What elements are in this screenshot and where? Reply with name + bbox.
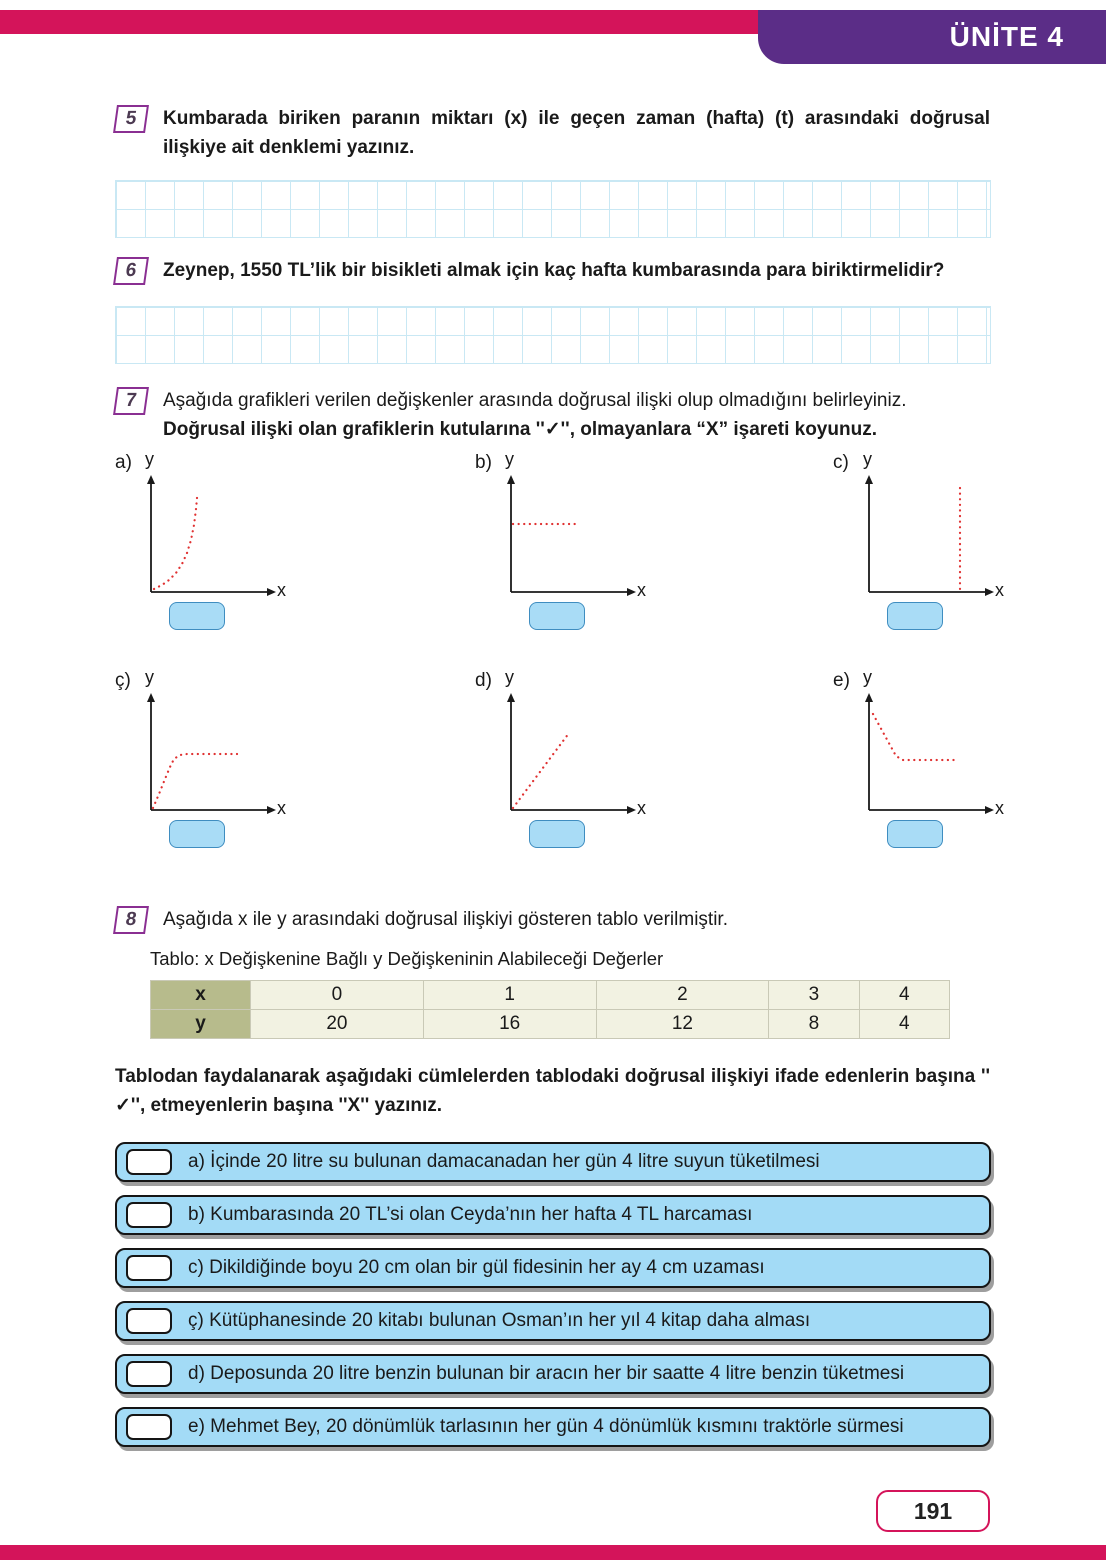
statement-answer-box[interactable]	[126, 1361, 172, 1387]
table-cell: 3	[769, 981, 859, 1010]
y-axis-label: y	[863, 449, 872, 469]
table-cell: 4	[859, 981, 949, 1010]
graph-label: d)	[475, 670, 492, 691]
graph-label: a)	[115, 452, 132, 473]
x-axis-label: x	[277, 580, 286, 600]
graph-answer-box[interactable]	[169, 602, 225, 630]
question-5	[115, 104, 990, 163]
statement-text: c) Dikildiğinde boyu 20 cm olan bir gül fidesinin her ay 4 cm uzaması	[188, 1257, 765, 1278]
graph-answer-box[interactable]	[529, 820, 585, 848]
graph-c-cedilla	[115, 667, 365, 862]
mini-graph	[493, 468, 643, 604]
question-7-instruction: Doğrusal ilişki olan grafiklerin kutularına ''✓'', olmayanlara “X” işareti koyunuz.	[163, 419, 877, 441]
statement-text: d) Deposunda 20 litre benzin bulunan bir aracın her bir saatte 4 litre benzin tüketmesi	[188, 1363, 905, 1384]
mini-graph	[133, 686, 283, 822]
table-row-label: y	[151, 1010, 251, 1039]
statement-answer-box[interactable]	[126, 1255, 172, 1281]
graph-curve	[513, 733, 569, 808]
statement-c	[115, 1248, 991, 1288]
question-8-instruction: Tablodan faydalanarak aşağıdaki cümlelerden tablodaki doğrusal ilişkiyi ifade edenlerin başına '' ✓'', etmeyenlerin başına ''X'' yazınız.	[115, 1066, 990, 1117]
question-number-badge: 5	[113, 105, 149, 133]
y-axis-label: y	[863, 667, 872, 687]
graph-curve	[153, 754, 237, 808]
statement-answer-box[interactable]	[126, 1308, 172, 1334]
question-5-text: Kumbarada biriken paranın miktarı (x) ile geçen zaman (hafta) (t) arasındaki doğrusal ilişkiye ait denklemi yazınız.	[163, 108, 990, 159]
table-row-x	[151, 981, 950, 1010]
question-6	[115, 256, 990, 287]
x-axis-label: x	[277, 798, 286, 818]
answer-grid-q6[interactable]	[115, 306, 991, 364]
graph-c	[833, 449, 1083, 644]
graph-label: c)	[833, 452, 849, 473]
mini-graph	[851, 686, 1001, 822]
question-8	[115, 905, 990, 936]
graph-b	[475, 449, 725, 644]
question-number-badge: 8	[113, 906, 149, 934]
statement-text: b) Kumbarasında 20 TL’si olan Ceyda’nın her hafta 4 TL harcaması	[188, 1204, 753, 1225]
mini-graph	[851, 468, 1001, 604]
question-number-badge: 7	[113, 387, 149, 415]
footer-bar	[0, 1545, 1106, 1560]
table-cell: 1	[423, 981, 596, 1010]
mini-graph	[493, 686, 643, 822]
graph-label: b)	[475, 452, 492, 473]
statement-b	[115, 1195, 991, 1235]
graph-d	[475, 667, 725, 862]
statement-list	[115, 1142, 991, 1460]
graph-label: e)	[833, 670, 850, 691]
y-axis-label: y	[145, 449, 154, 469]
graph-answer-box[interactable]	[887, 602, 943, 630]
statement-a	[115, 1142, 991, 1182]
table-cell: 4	[859, 1010, 949, 1039]
table-row-y	[151, 1010, 950, 1039]
mini-graph	[133, 468, 283, 604]
answer-grid-q5[interactable]	[115, 180, 991, 238]
table-row-label: x	[151, 981, 251, 1010]
table-cell: 20	[251, 1010, 424, 1039]
page-number	[876, 1490, 990, 1532]
statement-e	[115, 1407, 991, 1447]
x-axis-label: x	[637, 580, 646, 600]
table-cell: 16	[423, 1010, 596, 1039]
graph-answer-box[interactable]	[529, 602, 585, 630]
page-number-label: 191	[913, 1497, 953, 1524]
statement-answer-box[interactable]	[126, 1414, 172, 1440]
graph-curve	[154, 498, 197, 589]
graph-answer-box[interactable]	[169, 820, 225, 848]
table-cell: 2	[596, 981, 769, 1010]
graph-label: ç)	[115, 670, 131, 691]
y-axis-label: y	[505, 449, 514, 469]
question-7	[115, 386, 990, 445]
question-8-text: Aşağıda x ile y arasındaki doğrusal ilişkiyi gösteren tablo verilmiştir.	[163, 909, 728, 930]
statement-c-cedilla	[115, 1301, 991, 1341]
x-axis-label: x	[995, 580, 1004, 600]
table-cell: 8	[769, 1010, 859, 1039]
statement-text: ç) Kütüphanesinde 20 kitabı bulunan Osman’ın her yıl 4 kitap daha alması	[188, 1310, 811, 1331]
statement-d	[115, 1354, 991, 1394]
table-cell: 12	[596, 1010, 769, 1039]
xy-table	[150, 980, 950, 1039]
x-axis-label: x	[637, 798, 646, 818]
statement-answer-box[interactable]	[126, 1149, 172, 1175]
unit-badge	[758, 10, 1106, 64]
question-6-text: Zeynep, 1550 TL’lik bir bisikleti almak için kaç hafta kumbarasında para biriktirmelidir?	[163, 260, 945, 281]
question-number-badge: 6	[113, 257, 149, 285]
y-axis-label: y	[505, 667, 514, 687]
graph-e	[833, 667, 1083, 862]
question-7-intro: Aşağıda grafikleri verilen değişkenler arasında doğrusal ilişki olup olmadığını belirleyiniz.	[163, 390, 907, 411]
statement-text: a) İçinde 20 litre su bulunan damacanadan her gün 4 litre suyun tüketilmesi	[188, 1151, 820, 1172]
graph-a	[115, 449, 365, 644]
statement-text: e) Mehmet Bey, 20 dönümlük tarlasının her gün 4 dönümlük kısmını traktörle sürmesi	[188, 1416, 904, 1437]
graph-curve	[873, 714, 959, 760]
table-cell: 0	[251, 981, 424, 1010]
statement-answer-box[interactable]	[126, 1202, 172, 1228]
y-axis-label: y	[145, 667, 154, 687]
table-caption: Tablo: x Değişkenine Bağlı y Değişkeninin Alabileceği Değerler	[150, 948, 664, 969]
x-axis-label: x	[995, 798, 1004, 818]
unit-badge-label: ÜNİTE 4	[949, 21, 1064, 52]
graph-answer-box[interactable]	[887, 820, 943, 848]
